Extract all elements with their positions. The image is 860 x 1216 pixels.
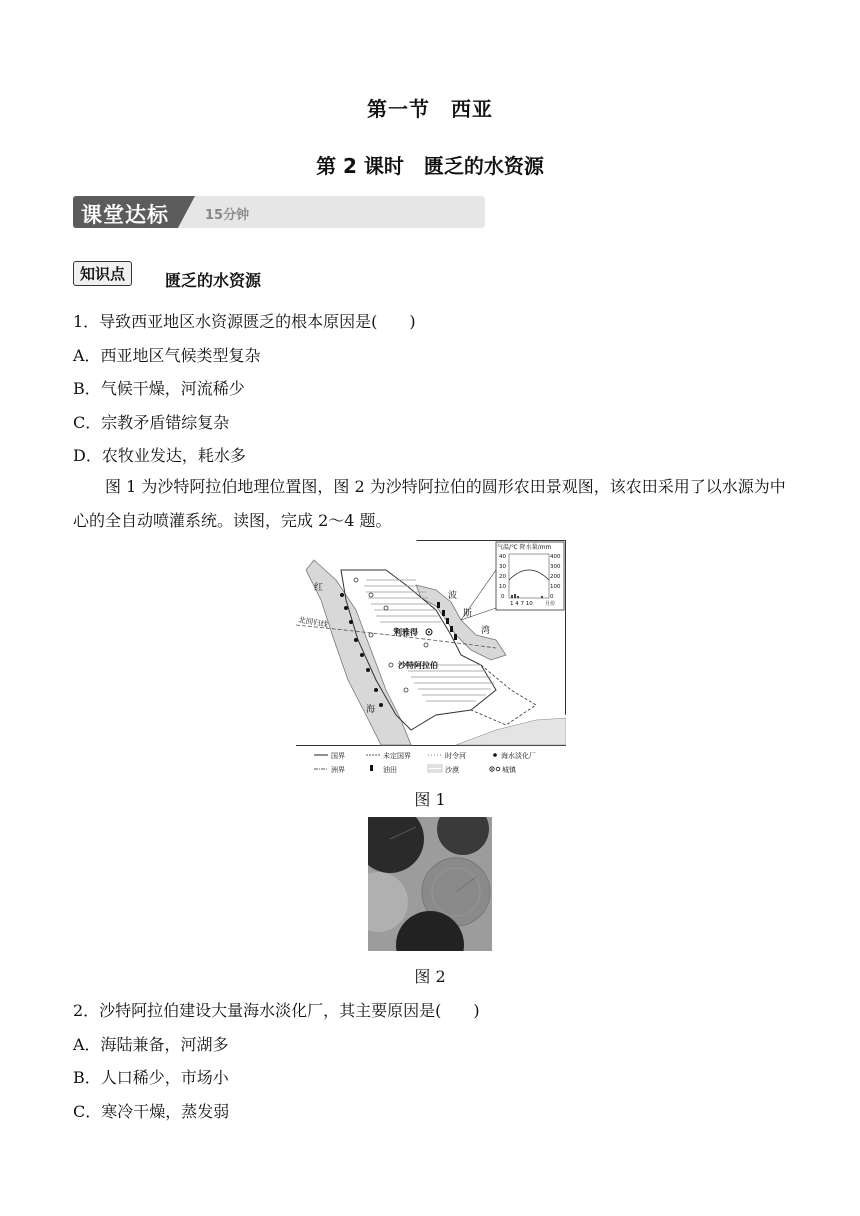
- temp-tick-10: 10: [499, 584, 506, 590]
- question-1-option-a: A．西亚地区气候类型复杂: [73, 346, 261, 365]
- precip-tick-400: 400: [550, 554, 561, 560]
- precip-tick-0: 0: [550, 594, 554, 600]
- question-1-option-b: B．气候干燥，河流稀少: [73, 379, 245, 398]
- question-2-option-b: B．人口稀少，市场小: [73, 1068, 229, 1087]
- precip-tick-100: 100: [550, 584, 561, 590]
- label-saudi-arabia: 沙特阿拉伯: [398, 661, 438, 670]
- label-tropic: 北回归线: [297, 615, 329, 630]
- question-2-stem: 2．沙特阿拉伯建设大量海水淡化厂，其主要原因是( ): [73, 1001, 480, 1020]
- temp-tick-30: 30: [499, 564, 506, 570]
- temp-tick-40: 40: [499, 554, 506, 560]
- question-1-option-c: C．宗教矛盾错综复杂: [73, 413, 230, 432]
- temp-tick-20: 20: [499, 574, 506, 580]
- section-title: 第一节 西亚: [367, 97, 493, 121]
- legend-desalination-plant: 海水淡化厂: [501, 752, 536, 760]
- legend-oil-field: 油田: [383, 766, 397, 774]
- circular-farmland-photo: [368, 817, 492, 951]
- legend-undefined-border: 未定国界: [383, 752, 411, 760]
- legend-seasonal-river: 时令河: [445, 752, 466, 760]
- label-gulf-3: 湾: [481, 626, 491, 636]
- legend-desert: 沙漠: [445, 766, 459, 774]
- temp-tick-0: 0: [501, 594, 505, 600]
- figure-2-caption: 图 2: [414, 967, 446, 986]
- banner-label: 课堂达标: [81, 203, 169, 227]
- question-2-option-a: A．海陆兼备，河湖多: [73, 1035, 229, 1054]
- label-red-sea-1: 红: [314, 583, 324, 593]
- climate-months: 1 4 7 10: [510, 601, 533, 607]
- legend-continent-border: 洲界: [331, 766, 345, 774]
- question-1-option-d: D．农牧业发达，耗水多: [73, 446, 246, 465]
- banner-time: 15分钟: [205, 208, 250, 223]
- lesson-title: 第 2 课时 匮乏的水资源: [316, 154, 544, 178]
- legend-town: 城镇: [502, 766, 516, 774]
- classroom-banner: [73, 196, 485, 228]
- label-red-sea-2: 海: [366, 705, 376, 715]
- question-2-option-c: C．寒冷干燥，蒸发弱: [73, 1102, 230, 1121]
- precip-tick-200: 200: [550, 574, 561, 580]
- knowledge-point-title: 匮乏的水资源: [165, 271, 262, 290]
- figure-1-caption: 图 1: [414, 790, 446, 809]
- label-riyadh: 利雅得: [394, 628, 418, 637]
- knowledge-point-tag: 知识点: [73, 261, 132, 286]
- map-legend: [314, 751, 536, 774]
- intro-paragraph: 图 1 为沙特阿拉伯地理位置图，图 2 为沙特阿拉伯的圆形农田景观图，该农田采用了以水源为中心的全自动喷灌系统。读图，完成 2～4 题。: [73, 477, 786, 530]
- question-1-stem: 1．导致西亚地区水资源匮乏的根本原因是( ): [73, 312, 416, 331]
- precip-tick-300: 300: [550, 564, 561, 570]
- climate-header: 气温/℃ 降水量/mm: [497, 544, 552, 551]
- label-gulf-2: 斯: [463, 609, 473, 619]
- legend-national-border: 国界: [331, 752, 345, 760]
- climate-month-unit: 月份: [545, 601, 556, 607]
- label-gulf-1: 波: [448, 591, 458, 601]
- saudi-arabia-map: [296, 540, 566, 775]
